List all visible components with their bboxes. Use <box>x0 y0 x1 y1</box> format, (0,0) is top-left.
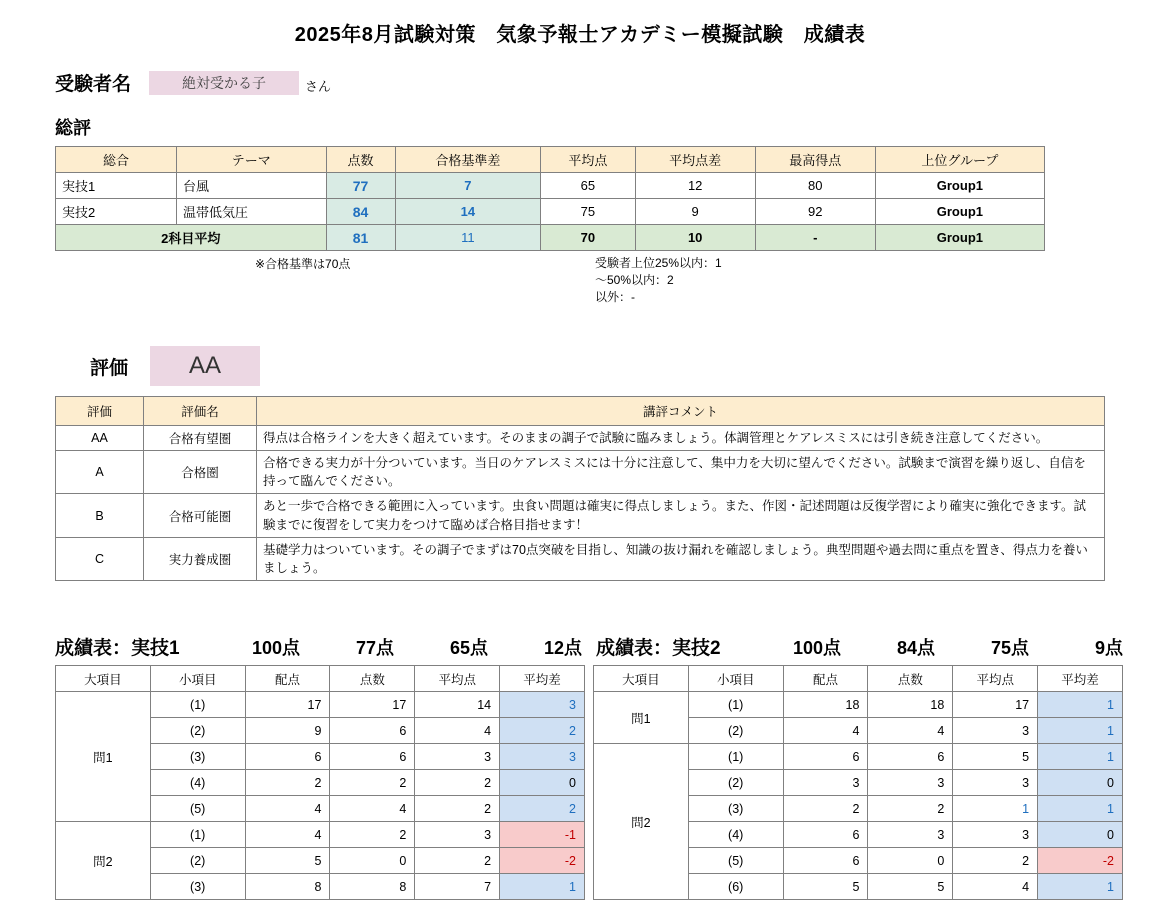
table-row <box>594 744 1123 770</box>
sc2-sub: (3) <box>688 796 783 822</box>
evaluation-grade: B <box>56 494 144 537</box>
summary-heading: 総評 <box>55 118 91 138</box>
sc2-ten: 6 <box>868 744 953 770</box>
summary-col-3: 合格基準差 <box>395 147 541 173</box>
table-row <box>56 199 1045 225</box>
evaluation-grade-name: 合格圏 <box>144 451 257 494</box>
score-header-row <box>56 666 585 692</box>
evaluation-grade: A <box>56 451 144 494</box>
summary-group: Group1 <box>875 225 1044 251</box>
score-heading-block-2 <box>596 633 1137 660</box>
sc2-haiten: 18 <box>783 692 868 718</box>
sc2-ten: 4 <box>868 718 953 744</box>
report-page <box>0 18 1160 894</box>
sc1-avg: 3 <box>415 822 500 848</box>
sc2-ten: 5 <box>868 874 953 900</box>
sc2-ten: 18 <box>868 692 953 718</box>
table-row <box>56 451 1105 494</box>
pass-criteria-note: ※合格基準は70点 <box>255 257 351 271</box>
summary-pass-diff: 11 <box>395 225 541 251</box>
rank-note-line-3: 以外：- <box>595 290 635 304</box>
summary-col-6: 最高得点 <box>755 147 875 173</box>
summary-pass-diff: 7 <box>395 173 541 199</box>
sc1-sub: (1) <box>150 692 245 718</box>
sc2-diff: 0 <box>1038 822 1123 848</box>
evaluation-col-1: 評価名 <box>144 397 257 426</box>
evaluation-header-row <box>56 397 1105 426</box>
sc1-ten: 2 <box>330 822 415 848</box>
table-row-average <box>56 225 1045 251</box>
sc1-avg: 14 <box>415 692 500 718</box>
sc1-sub: (2) <box>150 718 245 744</box>
sc1-haiten: 2 <box>245 770 330 796</box>
sc2-category: 問2 <box>594 744 689 900</box>
evaluation-col-0: 評価 <box>56 397 144 426</box>
sc1-haiten: 6 <box>245 744 330 770</box>
sc1-avg: 2 <box>415 770 500 796</box>
sc1-diff: -1 <box>500 822 585 848</box>
sc1-ten: 6 <box>330 744 415 770</box>
sc2-diff: -2 <box>1038 848 1123 874</box>
sc1-col-3: 点数 <box>330 666 415 692</box>
summary-avg-diff: 12 <box>635 173 755 199</box>
sc1-ten: 17 <box>330 692 415 718</box>
evaluation-grade: AA <box>56 426 144 451</box>
summary-avg: 75 <box>541 199 635 225</box>
score-table-1-total-diff: 12点 <box>543 638 582 658</box>
summary-avg: 70 <box>541 225 635 251</box>
score-table-2-total-haiten: 100点 <box>792 638 841 658</box>
score-table-2-total-ten: 84点 <box>896 638 935 658</box>
summary-col-2: 点数 <box>326 147 395 173</box>
summary-score: 81 <box>326 225 395 251</box>
sc1-diff: 2 <box>500 718 585 744</box>
sc1-ten: 0 <box>330 848 415 874</box>
sc2-haiten: 5 <box>783 874 868 900</box>
sc2-ten: 3 <box>868 822 953 848</box>
evaluation-grade-badge: AA <box>150 346 260 386</box>
evaluation-comment: あと一歩で合格できる範囲に入っています。虫食い問題は確実に得点しましょう。また、作図・記述問題は反復学習により確実に強化できます。試験までに復習をして実力をつけて臨めば合格目指せます！ <box>257 494 1105 537</box>
summary-score: 77 <box>326 173 395 199</box>
page-title: 2025年8月試験対策 気象予報士アカデミー模擬試験 成績表 <box>294 24 866 46</box>
sc2-avg: 5 <box>953 744 1038 770</box>
sc2-col-1: 小項目 <box>688 666 783 692</box>
summary-col-4: 平均点 <box>541 147 635 173</box>
sc1-haiten: 9 <box>245 718 330 744</box>
sc2-haiten: 6 <box>783 822 868 848</box>
table-row <box>56 426 1105 451</box>
evaluation-label: 評価 <box>90 357 129 379</box>
sc2-ten: 0 <box>868 848 953 874</box>
sc1-avg: 3 <box>415 744 500 770</box>
summary-theme: 温帯低気圧 <box>177 199 327 225</box>
sc1-diff: -2 <box>500 848 585 874</box>
table-row <box>56 494 1105 537</box>
sc1-sub: (5) <box>150 796 245 822</box>
sc1-col-1: 小項目 <box>150 666 245 692</box>
sc1-haiten: 17 <box>245 692 330 718</box>
sc1-category: 問2 <box>56 822 151 900</box>
sc2-sub: (5) <box>688 848 783 874</box>
summary-avg-diff: 10 <box>635 225 755 251</box>
sc1-diff: 3 <box>500 692 585 718</box>
rank-note-line-2: ～50%以内：2 <box>595 273 674 287</box>
summary-col-7: 上位グループ <box>875 147 1044 173</box>
sc1-category: 問1 <box>56 692 151 822</box>
evaluation-comment: 合格できる実力が十分ついています。当日のケアレスミスには十分に注意して、集中力を大切に望んでください。試験まで演習を繰り返し、自信を持って臨んでください。 <box>257 451 1105 494</box>
score-table-jitsugi-2 <box>593 665 1123 900</box>
sc2-diff: 1 <box>1038 874 1123 900</box>
sc1-col-0: 大項目 <box>56 666 151 692</box>
rank-note <box>595 255 722 306</box>
evaluation-comment: 基礎学力はついています。その調子でまずは70点突破を目指し、知識の抜け漏れを確認しましょう。典型問題や過去問に重点を置き、得点力を養いましょう。 <box>257 537 1105 580</box>
sc1-diff: 1 <box>500 874 585 900</box>
evaluation-grade-name: 合格有望圏 <box>144 426 257 451</box>
summary-subject: 実技2 <box>56 199 177 225</box>
score-table-1-total-avg: 65点 <box>449 638 488 658</box>
sc1-haiten: 4 <box>245 822 330 848</box>
sc2-col-2: 配点 <box>783 666 868 692</box>
rank-note-line-1: 受験者上位25%以内：1 <box>595 256 722 270</box>
score-table-jitsugi-1 <box>55 665 585 900</box>
score-table-2-total-diff: 9点 <box>1094 638 1123 658</box>
sc2-avg: 3 <box>953 822 1038 848</box>
table-row <box>56 173 1045 199</box>
summary-col-1: テーマ <box>177 147 327 173</box>
score-heading-block-1 <box>55 633 596 660</box>
sc2-sub: (6) <box>688 874 783 900</box>
sc2-col-5: 平均差 <box>1038 666 1123 692</box>
score-table-1-title: 成績表：実技1 <box>55 638 180 659</box>
sc2-diff: 1 <box>1038 718 1123 744</box>
evaluation-row <box>90 346 1160 386</box>
examinee-name-suffix: さん <box>305 79 332 94</box>
evaluation-grade: C <box>56 537 144 580</box>
table-row <box>56 822 585 848</box>
sc1-diff: 0 <box>500 770 585 796</box>
summary-col-0: 総合 <box>56 147 177 173</box>
table-row <box>594 692 1123 718</box>
sc2-haiten: 6 <box>783 744 868 770</box>
summary-avg-diff: 9 <box>635 199 755 225</box>
sc1-sub: (4) <box>150 770 245 796</box>
sc1-col-4: 平均点 <box>415 666 500 692</box>
sc1-haiten: 4 <box>245 796 330 822</box>
summary-score: 84 <box>326 199 395 225</box>
sc2-avg: 2 <box>953 848 1038 874</box>
sc2-sub: (2) <box>688 770 783 796</box>
evaluation-grade-name: 実力養成圏 <box>144 537 257 580</box>
sc2-haiten: 6 <box>783 848 868 874</box>
sc1-col-2: 配点 <box>245 666 330 692</box>
sc1-avg: 2 <box>415 796 500 822</box>
sc2-avg: 3 <box>953 770 1038 796</box>
sc2-avg: 4 <box>953 874 1038 900</box>
summary-group: Group1 <box>875 173 1044 199</box>
examinee-name-field[interactable]: 絶対受かる子 <box>149 71 299 95</box>
sc2-ten: 2 <box>868 796 953 822</box>
sc1-ten: 8 <box>330 874 415 900</box>
sc1-diff: 2 <box>500 796 585 822</box>
sc1-ten: 2 <box>330 770 415 796</box>
sc2-diff: 1 <box>1038 796 1123 822</box>
sc2-avg: 1 <box>953 796 1038 822</box>
sc1-avg: 4 <box>415 718 500 744</box>
summary-average-label: 2科目平均 <box>56 225 327 251</box>
sc2-category: 問1 <box>594 692 689 744</box>
sc2-col-4: 平均点 <box>953 666 1038 692</box>
sc2-haiten: 4 <box>783 718 868 744</box>
summary-max: 92 <box>755 199 875 225</box>
summary-col-5: 平均点差 <box>635 147 755 173</box>
sc1-col-5: 平均差 <box>500 666 585 692</box>
sc1-diff: 3 <box>500 744 585 770</box>
summary-pass-diff: 14 <box>395 199 541 225</box>
score-table-1-total-haiten: 100点 <box>251 638 300 658</box>
sc1-ten: 4 <box>330 796 415 822</box>
score-header-row <box>594 666 1123 692</box>
summary-subject: 実技1 <box>56 173 177 199</box>
evaluation-grade-name: 合格可能圏 <box>144 494 257 537</box>
sc2-ten: 3 <box>868 770 953 796</box>
score-tables <box>55 665 1130 900</box>
evaluation-comment: 得点は合格ラインを大きく超えています。そのままの調子で試験に臨みましょう。体調管理とケアレスミスには引き続き注意してください。 <box>257 426 1105 451</box>
sc2-diff: 1 <box>1038 744 1123 770</box>
sc2-diff: 0 <box>1038 770 1123 796</box>
sc1-avg: 7 <box>415 874 500 900</box>
sc1-sub: (1) <box>150 822 245 848</box>
table-row <box>56 537 1105 580</box>
sc1-haiten: 5 <box>245 848 330 874</box>
summary-group: Group1 <box>875 199 1044 225</box>
summary-max: 80 <box>755 173 875 199</box>
summary-max: - <box>755 225 875 251</box>
table-row <box>56 692 585 718</box>
summary-theme: 台風 <box>177 173 327 199</box>
sc2-col-0: 大項目 <box>594 666 689 692</box>
examinee-row <box>55 69 1160 96</box>
sc2-haiten: 2 <box>783 796 868 822</box>
summary-avg: 65 <box>541 173 635 199</box>
sc2-sub: (2) <box>688 718 783 744</box>
sc2-diff: 1 <box>1038 692 1123 718</box>
sc2-sub: (1) <box>688 692 783 718</box>
sc1-haiten: 8 <box>245 874 330 900</box>
sc2-avg: 3 <box>953 718 1038 744</box>
sc1-sub: (3) <box>150 874 245 900</box>
sc2-sub: (1) <box>688 744 783 770</box>
sc2-sub: (4) <box>688 822 783 848</box>
sc2-avg: 17 <box>953 692 1038 718</box>
score-table-2-title: 成績表：実技2 <box>596 638 721 659</box>
examinee-label: 受験者名 <box>55 74 132 95</box>
sc1-sub: (2) <box>150 848 245 874</box>
sc1-ten: 6 <box>330 718 415 744</box>
evaluation-col-2: 講評コメント <box>257 397 1105 426</box>
summary-header-row <box>56 147 1045 173</box>
summary-table <box>55 146 1045 251</box>
sc2-haiten: 3 <box>783 770 868 796</box>
score-table-2-total-avg: 75点 <box>990 638 1029 658</box>
evaluation-table <box>55 396 1105 581</box>
score-table-1-total-ten: 77点 <box>355 638 394 658</box>
score-headings <box>55 633 1130 660</box>
sc2-col-3: 点数 <box>868 666 953 692</box>
sc1-sub: (3) <box>150 744 245 770</box>
sc1-avg: 2 <box>415 848 500 874</box>
